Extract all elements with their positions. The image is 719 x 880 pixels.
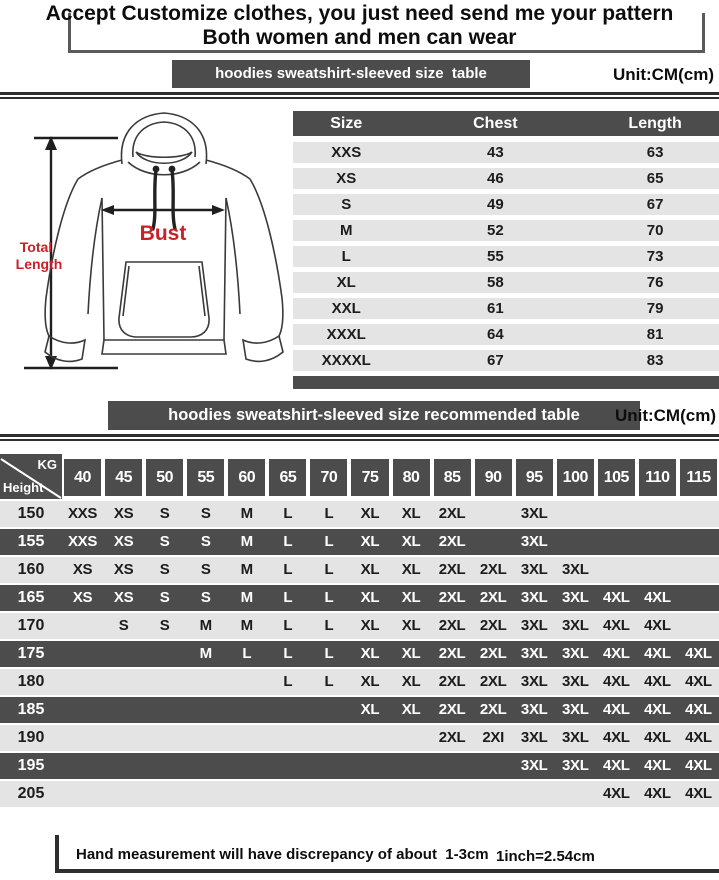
matrix-cell: 2XL [438, 673, 466, 690]
size-table-cell: 55 [487, 248, 504, 265]
inch-conversion-note: 1inch=2.54cm [496, 848, 595, 865]
matrix-height-label: 175 [17, 645, 45, 662]
matrix-cell [185, 753, 226, 779]
matrix-height-label: 150 [17, 505, 45, 522]
matrix-cell: L [283, 645, 293, 662]
matrix-cell: 3XL [561, 673, 589, 690]
matrix-cell [103, 725, 144, 751]
matrix-cell: 3XL [520, 533, 548, 550]
matrix-cell: L [283, 533, 293, 550]
matrix-cell [103, 669, 144, 695]
matrix-cell: L [283, 505, 293, 522]
matrix-cell: 4XL [644, 645, 671, 662]
matrix-cell: 4XL [603, 589, 630, 606]
matrix-cell: S [200, 505, 211, 522]
matrix-cell [226, 753, 267, 779]
matrix-cell: 3XL [561, 617, 589, 634]
size-table-row [293, 168, 719, 189]
size-table-row [293, 324, 719, 345]
matrix-cell [678, 557, 719, 583]
matrix-cell: 3XL [520, 561, 548, 578]
matrix-cell [144, 725, 185, 751]
size-table-cell: 63 [646, 144, 664, 161]
matrix-cell: S [159, 617, 170, 634]
weight-header-cell [555, 454, 596, 499]
matrix-cell: 4XL [685, 673, 712, 690]
matrix-cell [596, 529, 637, 555]
size-table-cell: 67 [646, 196, 664, 213]
matrix-cell: 4XL [603, 701, 630, 718]
matrix-cell: 2XL [479, 617, 507, 634]
matrix-cell [62, 753, 103, 779]
matrix-cell [555, 501, 596, 527]
weight-header-cell [432, 454, 473, 499]
matrix-cell [185, 725, 226, 751]
weight-header-cell [185, 454, 226, 499]
total-length-label-2: Length [15, 256, 63, 272]
matrix-cell: 3XL [520, 589, 548, 606]
matrix-row [0, 641, 719, 667]
matrix-cell: 2XL [479, 561, 507, 578]
weight-header-box: 80 [393, 459, 430, 496]
size-table-cell: 76 [646, 274, 664, 291]
header-title-line1: Accept Customize clothes, you just need send me your pattern [45, 2, 674, 25]
weight-header-box: 85 [434, 459, 471, 496]
matrix-cell: L [324, 533, 334, 550]
matrix-cell: 4XL [644, 785, 671, 802]
weight-header-cell [144, 454, 185, 499]
matrix-cell [308, 753, 349, 779]
matrix-cell: M [240, 533, 253, 550]
size-table-col-length: Length [628, 115, 682, 132]
hoodie-line-drawing [6, 102, 293, 394]
weight-header-box: 50 [146, 459, 183, 496]
matrix-height-label: 195 [17, 757, 45, 774]
weight-header-cell [62, 454, 103, 499]
weight-header-box: 90 [475, 459, 512, 496]
matrix-cell: 3XL [520, 645, 548, 662]
weight-header-box: 60 [228, 459, 265, 496]
weight-header-cell [226, 454, 267, 499]
matrix-height-label: 190 [17, 729, 45, 746]
matrix-cell: L [324, 589, 334, 606]
matrix-cell: L [283, 617, 293, 634]
matrix-cell: 2XL [479, 701, 507, 718]
matrix-cell: XL [401, 561, 421, 578]
matrix-cell: 4XL [644, 589, 671, 606]
size-table-body [293, 142, 719, 371]
matrix-height-label: 180 [17, 673, 45, 690]
matrix-cell [185, 781, 226, 807]
matrix-cell [678, 585, 719, 611]
matrix-cell: L [283, 589, 293, 606]
matrix-cell [144, 697, 185, 723]
matrix-cell: XL [401, 701, 421, 718]
matrix-cell: L [324, 561, 334, 578]
matrix-cell: 3XL [520, 673, 548, 690]
matrix-cell [226, 781, 267, 807]
size-table-row [293, 142, 719, 163]
matrix-cell: 4XL [603, 757, 630, 774]
matrix-cell [103, 753, 144, 779]
matrix-cell [185, 697, 226, 723]
matrix-cell: L [324, 673, 334, 690]
matrix-cell: XL [360, 673, 380, 690]
size-table-cell: 81 [646, 326, 664, 343]
matrix-cell [267, 725, 308, 751]
matrix-height-label: 205 [17, 785, 45, 802]
matrix-height-label: 170 [17, 617, 45, 634]
matrix-cell [432, 781, 473, 807]
matrix-cell: XL [360, 589, 380, 606]
matrix-weight-row [0, 454, 719, 499]
size-table-cell: S [341, 196, 352, 213]
matrix-cell: M [240, 617, 253, 634]
footer-left-bar [55, 835, 59, 872]
size-table-cell: 49 [487, 196, 504, 213]
matrix-cell: 4XL [644, 701, 671, 718]
matrix-cell: XL [360, 617, 380, 634]
matrix-cell: 3XL [520, 729, 548, 746]
matrix-cell: L [283, 561, 293, 578]
matrix-cell: 4XL [685, 729, 712, 746]
matrix-cell: 4XL [685, 645, 712, 662]
matrix-cell [226, 669, 267, 695]
matrix-row [0, 557, 719, 583]
size-table-row [293, 246, 719, 267]
matrix-cell: S [200, 589, 211, 606]
matrix-cell: 4XL [603, 617, 630, 634]
matrix-cell: 2XL [438, 589, 466, 606]
size-table-header [293, 111, 719, 136]
size-table [293, 111, 719, 389]
matrix-cell: XS [72, 589, 93, 606]
weight-header-cell [267, 454, 308, 499]
matrix-cell: S [118, 617, 129, 634]
matrix-cell [62, 613, 103, 639]
matrix-cell: 2XL [438, 617, 466, 634]
size-table-col-chest: Chest [473, 115, 518, 132]
matrix-cell: 2XL [438, 561, 466, 578]
matrix-cell [349, 781, 390, 807]
size-table-cell: 83 [646, 352, 664, 369]
matrix-cell: 4XL [603, 673, 630, 690]
matrix-height-label: 185 [17, 701, 45, 718]
size-table-footer-bar [293, 376, 719, 389]
corner-height-label: Height [3, 480, 44, 495]
matrix-cell: XS [113, 533, 134, 550]
matrix-height-label: 160 [17, 561, 45, 578]
matrix-cell: 2XL [438, 729, 466, 746]
matrix-cell: XL [401, 673, 421, 690]
matrix-cell: M [240, 589, 253, 606]
size-table-cell: 73 [646, 248, 664, 265]
matrix-cell: XL [360, 645, 380, 662]
matrix-cell: 4XL [603, 645, 630, 662]
matrix-cell [473, 753, 514, 779]
size-table-cell: 65 [646, 170, 664, 187]
size-table-row [293, 298, 719, 319]
matrix-cell [391, 725, 432, 751]
matrix-cell: 2XI [482, 729, 504, 746]
matrix-cell: 3XL [561, 589, 589, 606]
matrix-cell: 3XL [520, 701, 548, 718]
matrix-cell [349, 753, 390, 779]
matrix-cell: XS [113, 589, 134, 606]
matrix-cell [62, 725, 103, 751]
weight-header-box: 55 [187, 459, 224, 496]
matrix-cell: XXS [67, 505, 98, 522]
size-table-row [293, 194, 719, 215]
matrix-cell [596, 501, 637, 527]
size-table-cell: XXXL [326, 326, 366, 343]
header-title-line2: Both women and men can wear [202, 26, 517, 49]
bust-arrow [101, 205, 225, 215]
matrix-cell: L [324, 645, 334, 662]
matrix-cell [308, 781, 349, 807]
size-table-cell: 67 [487, 352, 504, 369]
matrix-cell [678, 613, 719, 639]
size-table-cell: M [340, 222, 353, 239]
size-table-cell: 61 [487, 300, 504, 317]
matrix-cell [144, 669, 185, 695]
weight-header-box: 100 [557, 459, 594, 496]
matrix-cell [103, 697, 144, 723]
matrix-cell [144, 641, 185, 667]
total-length-label-1: Total [19, 239, 53, 255]
matrix-cell: 4XL [685, 785, 712, 802]
matrix-cell: 2XL [479, 589, 507, 606]
weight-header-box: 45 [105, 459, 142, 496]
matrix-height-label: 165 [17, 589, 45, 606]
hoodie-diagram [6, 102, 293, 394]
size-table-cell: 58 [487, 274, 504, 291]
matrix-row [0, 669, 719, 695]
matrix-cell: 2XL [438, 533, 466, 550]
size-table-cell: XXS [331, 144, 362, 161]
size-table-cell: 79 [646, 300, 664, 317]
matrix-cell: S [159, 561, 170, 578]
matrix-cell [185, 669, 226, 695]
weight-header-cell [514, 454, 555, 499]
matrix-cell [267, 697, 308, 723]
matrix-cell [144, 781, 185, 807]
matrix-cell [267, 753, 308, 779]
matrix-cell: 3XL [561, 729, 589, 746]
matrix-cell: L [242, 645, 252, 662]
matrix-cell [349, 725, 390, 751]
matrix-cell: XL [360, 561, 380, 578]
matrix-cell [62, 669, 103, 695]
matrix-cell: 3XL [561, 701, 589, 718]
size-table-cell: XS [336, 170, 357, 187]
matrix-cell: S [159, 533, 170, 550]
size-table-cell: 52 [487, 222, 504, 239]
size-table-cell: 43 [487, 144, 504, 161]
matrix-cell [144, 753, 185, 779]
matrix-cell: 4XL [685, 757, 712, 774]
weight-header-cell [103, 454, 144, 499]
size-table-row [293, 350, 719, 371]
matrix-cell [226, 725, 267, 751]
matrix-cell [226, 697, 267, 723]
matrix-row [0, 501, 719, 527]
divider-line-2 [0, 434, 719, 441]
matrix-cell [473, 501, 514, 527]
size-table-cell: L [341, 248, 351, 265]
matrix-row [0, 529, 719, 555]
matrix-cell: M [199, 645, 212, 662]
matrix-row [0, 753, 719, 779]
weight-header-cell [473, 454, 514, 499]
weight-header-box: 40 [64, 459, 101, 496]
weight-header-cell [596, 454, 637, 499]
matrix-cell: 2XL [438, 701, 466, 718]
matrix-corner-cell [0, 454, 62, 499]
matrix-cell: L [324, 617, 334, 634]
matrix-cell: 4XL [644, 729, 671, 746]
matrix-cell: 2XL [438, 645, 466, 662]
matrix-cell: XL [401, 505, 421, 522]
matrix-rows [0, 501, 719, 807]
matrix-cell: S [200, 561, 211, 578]
recommended-table-banner: hoodies sweatshirt-sleeved size recommended table [108, 401, 640, 430]
matrix-cell: 3XL [520, 505, 548, 522]
matrix-cell [637, 501, 678, 527]
matrix-cell: 3XL [520, 617, 548, 634]
matrix-cell [678, 501, 719, 527]
matrix-cell: 4XL [603, 729, 630, 746]
matrix-cell [62, 781, 103, 807]
weight-header-box: 110 [639, 459, 676, 496]
matrix-cell: 3XL [561, 757, 589, 774]
matrix-cell [308, 697, 349, 723]
matrix-cell [555, 781, 596, 807]
matrix-row [0, 697, 719, 723]
corner-kg-label: KG [37, 457, 57, 472]
matrix-cell: 3XL [561, 645, 589, 662]
matrix-cell: XL [360, 505, 380, 522]
matrix-cell: XXS [67, 533, 98, 550]
weight-header-box: 70 [310, 459, 347, 496]
footer-bottom-line [55, 869, 719, 873]
unit-label-2: Unit:CM(cm) [614, 406, 716, 425]
matrix-cell: S [200, 533, 211, 550]
weight-header-cell [678, 454, 719, 499]
matrix-row [0, 585, 719, 611]
matrix-cell [103, 641, 144, 667]
matrix-cell: 2XL [438, 505, 466, 522]
matrix-cell: 3XL [520, 757, 548, 774]
matrix-cell: XS [113, 561, 134, 578]
matrix-cell [103, 781, 144, 807]
matrix-cell: L [283, 673, 293, 690]
recommendation-matrix [0, 454, 719, 809]
matrix-cell: 3XL [561, 561, 589, 578]
matrix-cell: 4XL [644, 617, 671, 634]
matrix-cell: 4XL [644, 757, 671, 774]
measurement-note: Hand measurement will have discrepancy of about 1-3cm [76, 846, 489, 863]
size-table-cell: 70 [646, 222, 664, 239]
matrix-cell [432, 753, 473, 779]
matrix-cell [637, 529, 678, 555]
matrix-cell [596, 557, 637, 583]
matrix-cell [267, 781, 308, 807]
size-table-row [293, 272, 719, 293]
weight-header-cell [349, 454, 390, 499]
matrix-cell: XS [113, 505, 134, 522]
weight-header-cell [637, 454, 678, 499]
matrix-cell: 4XL [644, 673, 671, 690]
divider-line-1 [0, 92, 719, 99]
matrix-cell [391, 753, 432, 779]
matrix-cell [555, 529, 596, 555]
matrix-cell [473, 781, 514, 807]
size-table-cell: XL [336, 274, 356, 291]
weight-header-cell [391, 454, 432, 499]
matrix-cell [391, 781, 432, 807]
matrix-cell: XL [360, 701, 380, 718]
matrix-height-label: 155 [17, 533, 45, 550]
matrix-cell: 4XL [603, 785, 630, 802]
matrix-cell: 4XL [685, 701, 712, 718]
matrix-cell: XS [72, 561, 93, 578]
bust-label: Bust [139, 222, 187, 245]
matrix-cell: 2XL [479, 645, 507, 662]
matrix-cell: M [199, 617, 212, 634]
weight-header-box: 95 [516, 459, 553, 496]
matrix-cell [62, 641, 103, 667]
weight-header-box: 115 [680, 459, 717, 496]
matrix-cell: L [324, 505, 334, 522]
matrix-cell: XL [401, 589, 421, 606]
matrix-cell [637, 557, 678, 583]
size-table-cell: 64 [487, 326, 504, 343]
size-table-banner: hoodies sweatshirt-sleeved size table [172, 60, 530, 88]
size-table-cell: XXXXL [321, 352, 371, 369]
matrix-row [0, 725, 719, 751]
matrix-cell [308, 725, 349, 751]
matrix-cell: S [159, 505, 170, 522]
matrix-cell [678, 529, 719, 555]
size-table-col-size: Size [330, 115, 363, 132]
matrix-cell: XL [360, 533, 380, 550]
weight-header-box: 65 [269, 459, 306, 496]
matrix-cell: S [159, 589, 170, 606]
matrix-cell: XL [401, 645, 421, 662]
unit-label-1: Unit:CM(cm) [612, 65, 714, 84]
weight-header-box: 105 [598, 459, 635, 496]
weight-header-box: 75 [351, 459, 388, 496]
size-table-row [293, 220, 719, 241]
matrix-row [0, 781, 719, 807]
size-table-cell: 46 [487, 170, 504, 187]
size-table-cell: XXL [331, 300, 361, 317]
matrix-cell: XL [401, 533, 421, 550]
matrix-cell [62, 697, 103, 723]
matrix-row [0, 613, 719, 639]
matrix-cell: M [240, 561, 253, 578]
matrix-cell [473, 529, 514, 555]
weight-header-cell [308, 454, 349, 499]
matrix-cell: 2XL [479, 673, 507, 690]
matrix-cell: XL [401, 617, 421, 634]
matrix-cell: M [240, 505, 253, 522]
matrix-cell [514, 781, 555, 807]
